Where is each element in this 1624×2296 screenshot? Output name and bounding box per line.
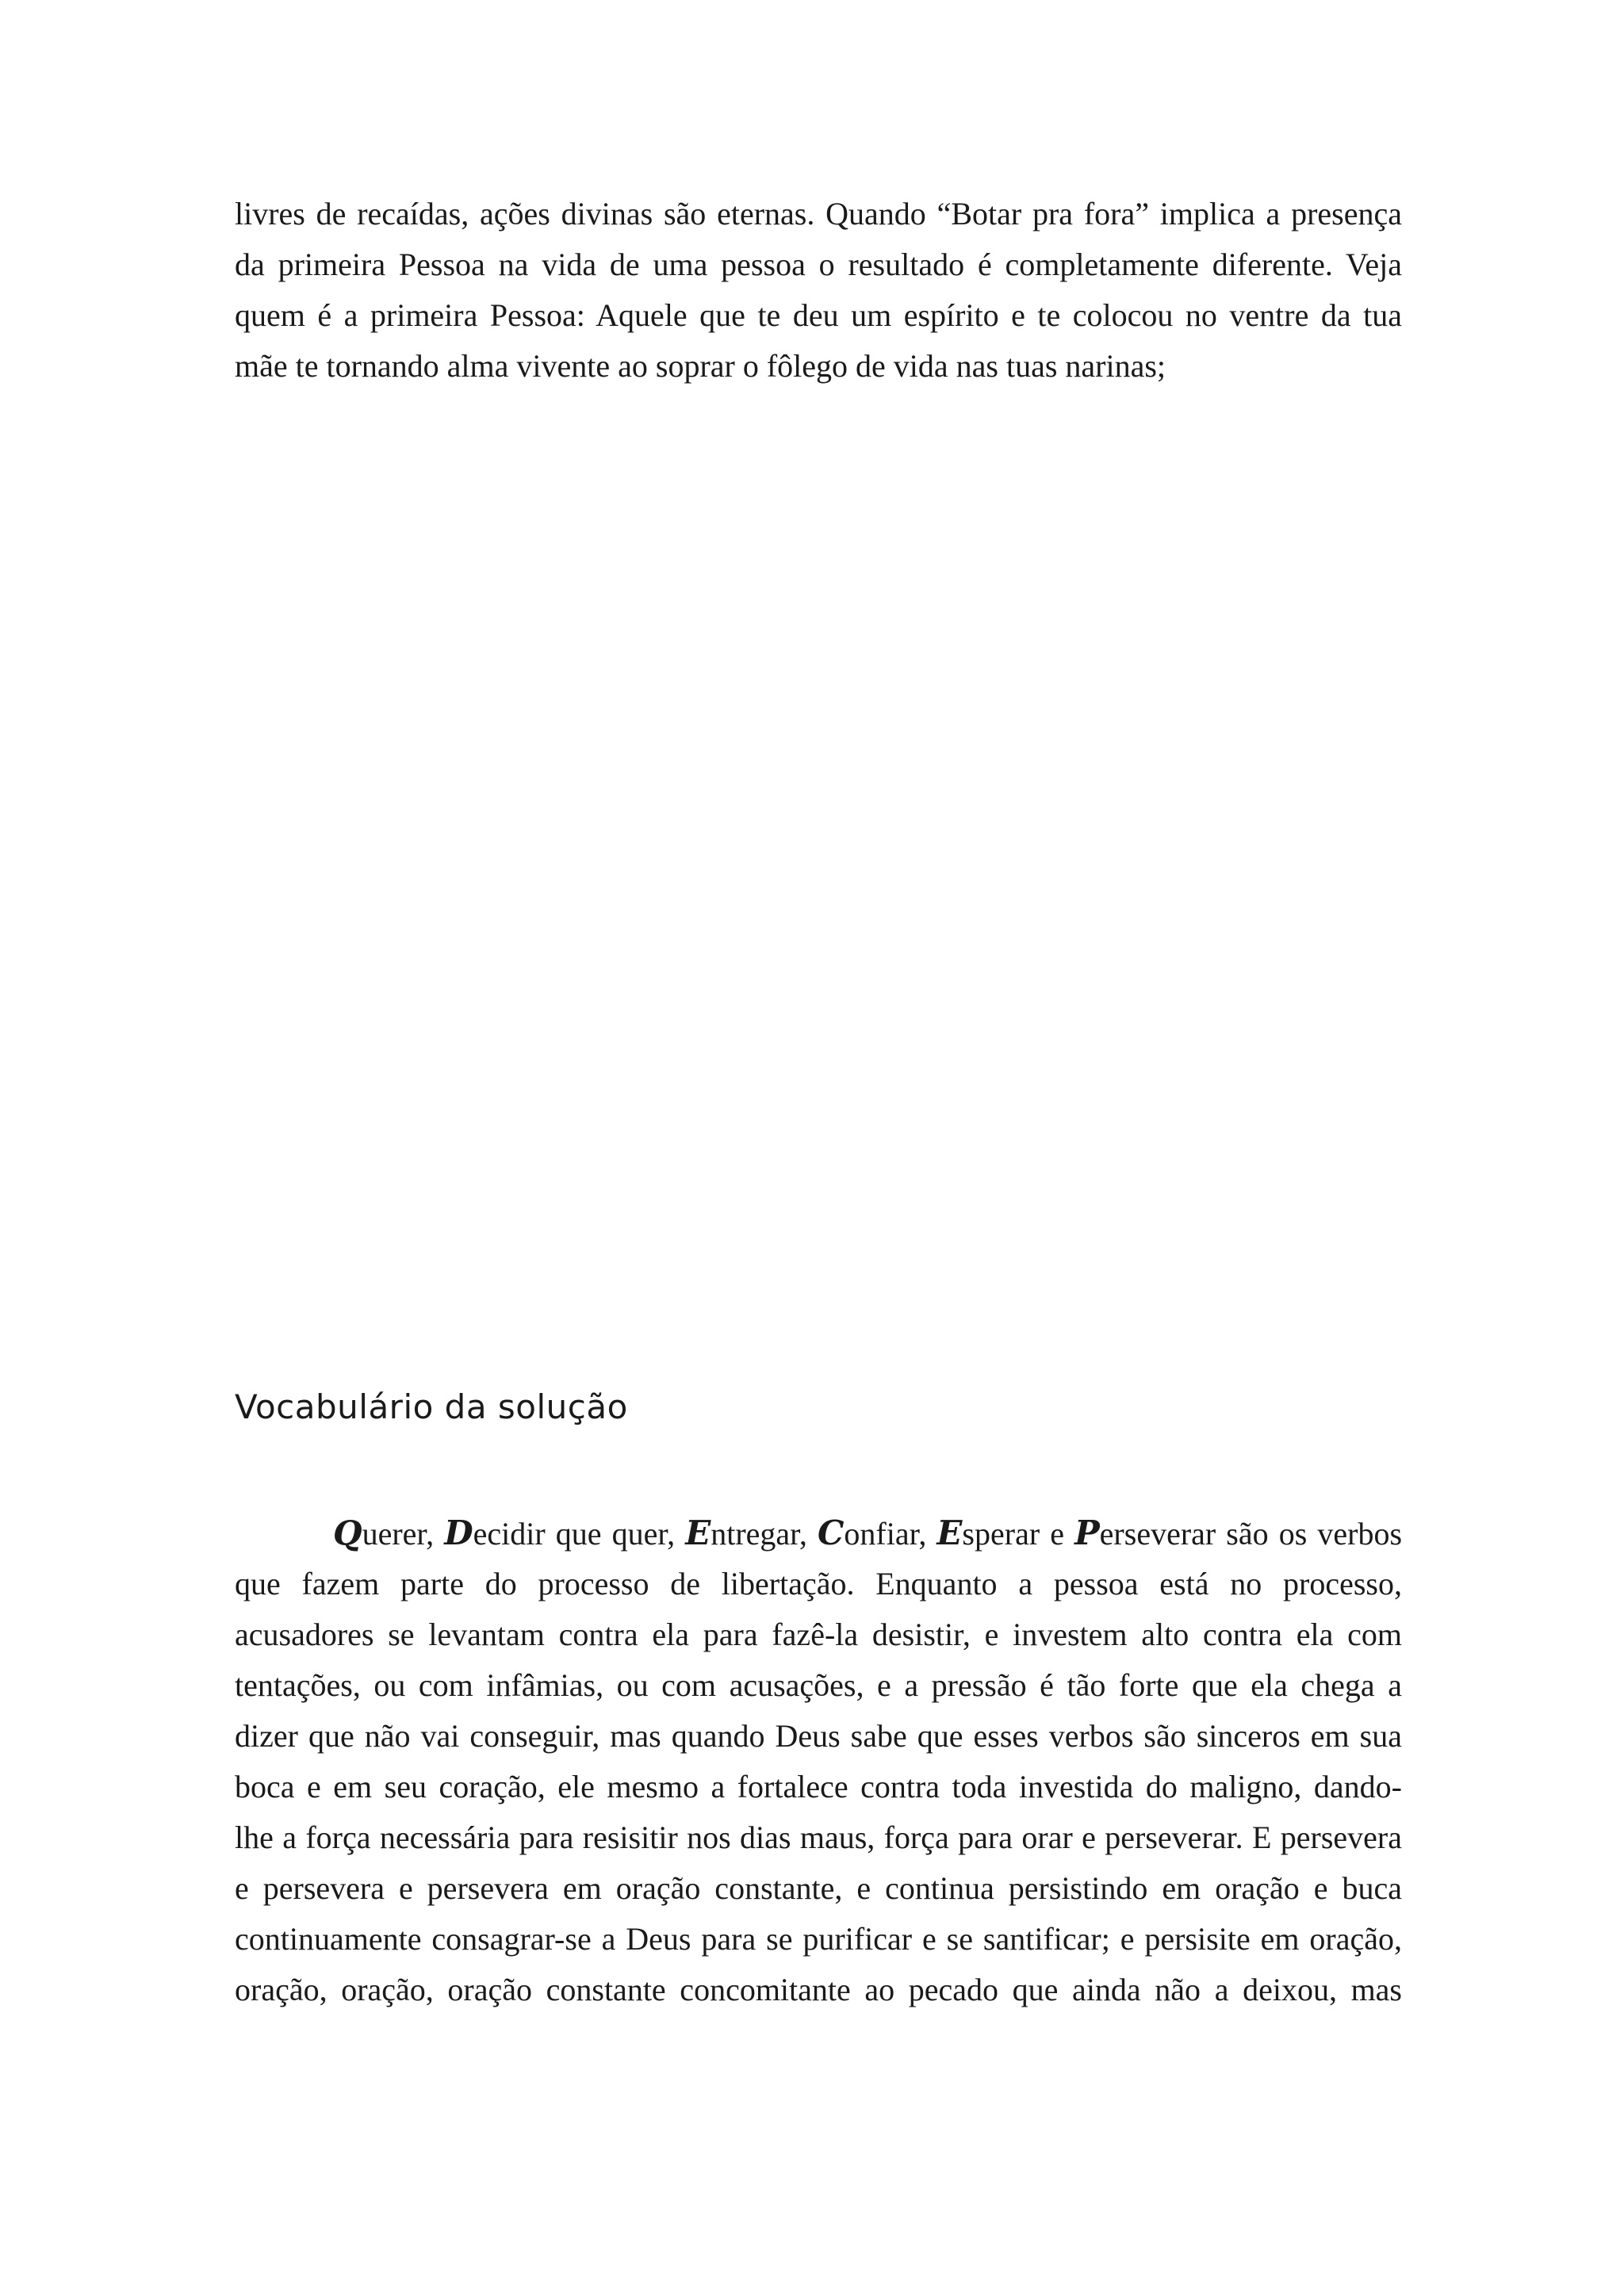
decorative-initial: Q (333, 1513, 362, 1552)
word-rest: uerer, (362, 1516, 445, 1552)
decorative-initial: E (936, 1513, 963, 1552)
word-rest: erseverar são os verbos (1099, 1516, 1403, 1552)
decorative-initial: E (685, 1513, 711, 1552)
paragraph-line: lhe a força necessária para resisitir nos dias maus, força para orar e perseverar. E persevera (235, 1820, 1402, 1855)
paragraph-line: que fazem parte do processo de libertação. Enquanto a pessoa está no processo, (235, 1566, 1402, 1601)
bottom-paragraph (235, 1508, 1402, 2015)
decorative-initial: P (1074, 1513, 1100, 1552)
word-rest: sperar e (962, 1516, 1075, 1552)
paragraph-first-line (235, 1508, 1402, 1559)
decorative-initial: D (444, 1513, 473, 1552)
paragraph-line: da primeira Pessoa na vida de uma pessoa o resultado é completamente diferente. Veja (235, 247, 1402, 282)
word-rest: onfiar, (844, 1516, 937, 1552)
paragraph-line: e persevera e persevera em oração constante, e continua persistindo em oração e buca (235, 1870, 1402, 1906)
paragraph-line: tentações, ou com infâmias, ou com acusações, e a pressão é tão forte que ela chega a (235, 1667, 1402, 1703)
top-paragraph (235, 189, 1402, 392)
word-rest: ecidir que quer, (473, 1516, 686, 1552)
paragraph-line: quem é a primeira Pessoa: Aquele que te deu um espírito e te colocou no ventre da tua (235, 297, 1402, 333)
paragraph-line: continuamente consagrar-se a Deus para se purificar e se santificar; e persisite em oração, (235, 1921, 1402, 1957)
word-rest: ntregar, (710, 1516, 818, 1552)
paragraph-line: acusadores se levantam contra ela para fazê-la desistir, e investem alto contra ela com (235, 1617, 1402, 1652)
paragraph-line: mãe te tornando alma vivente ao soprar o fôlego de vida nas tuas narinas; (235, 348, 1166, 384)
paragraph-line: boca e em seu coração, ele mesmo a fortalece contra toda investida do maligno, dando- (235, 1769, 1402, 1804)
paragraph-line: dizer que não vai conseguir, mas quando Deus sabe que esses verbos são sinceros em sua (235, 1718, 1402, 1754)
paragraph-line: livres de recaídas, ações divinas são eternas. Quando “Botar pra fora” implica a presença (235, 196, 1402, 232)
decorative-initial: C (817, 1513, 845, 1552)
paragraph-line: oração, oração, oração constante concomitante ao pecado que ainda não a deixou, mas (235, 1972, 1402, 2007)
section-heading: Vocabulário da solução (235, 1387, 628, 1426)
